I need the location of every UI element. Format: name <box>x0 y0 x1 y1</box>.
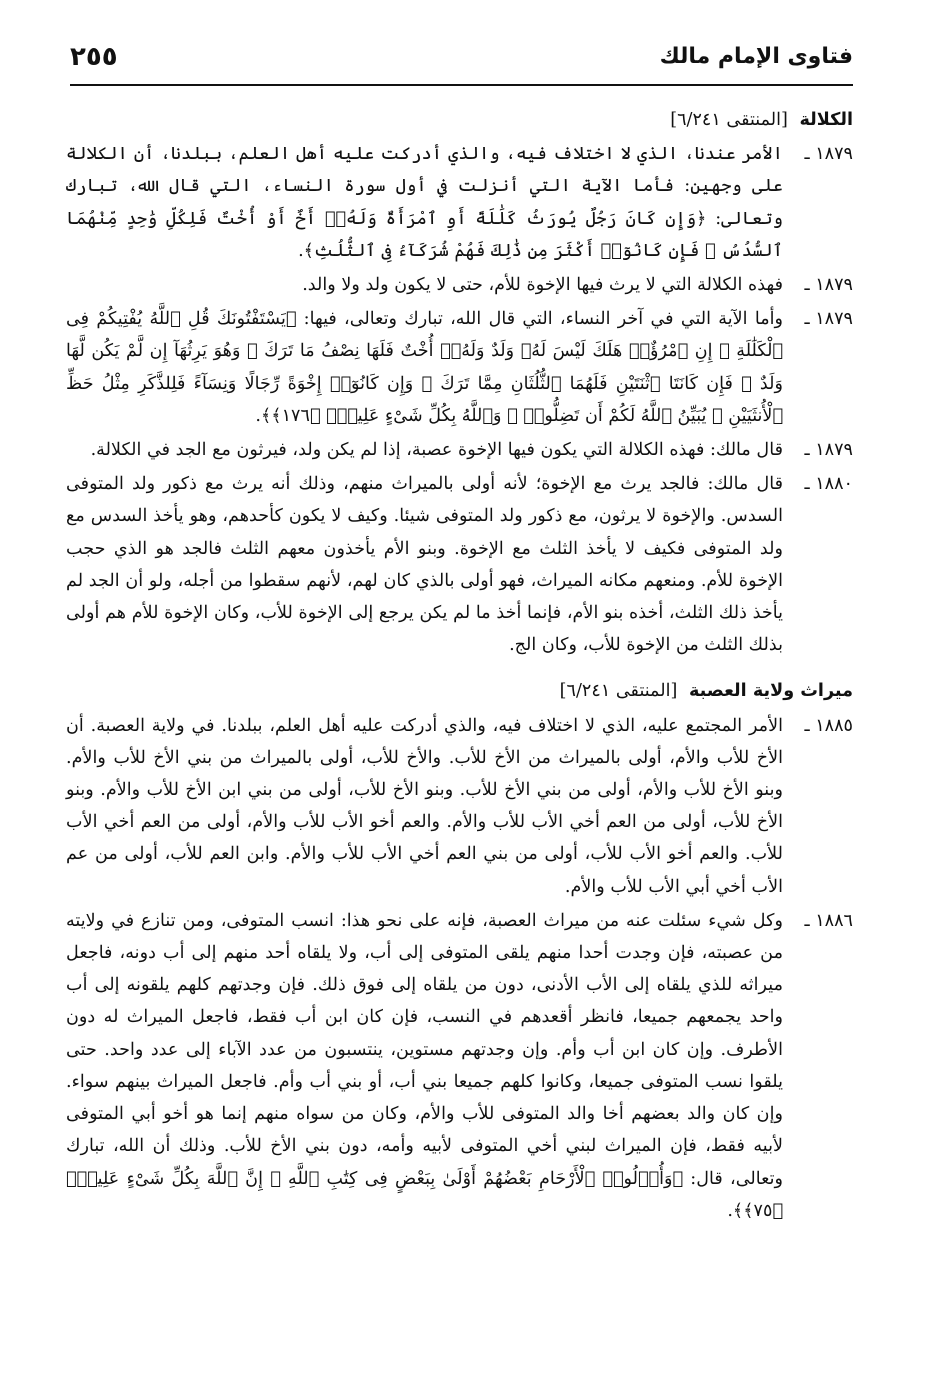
entry-paragraph <box>66 434 853 466</box>
book-title: فتاوى الإمام مالك <box>659 44 853 69</box>
entry-number: ١٨٧٩ ـ <box>804 144 853 165</box>
section-spacer <box>66 663 853 675</box>
section-reference: [المنتقى ٦/٢٤١] <box>559 681 678 702</box>
section-reference: [المنتقى ٦/٢٤١] <box>670 110 788 130</box>
entry-number: ١٨٨٦ ـ <box>804 910 853 931</box>
section-title-kalala <box>66 104 853 136</box>
entry-paragraph <box>66 138 853 267</box>
section-title-inheritance <box>66 675 853 707</box>
section-title-text: ميراث ولاية العصبة <box>688 681 853 702</box>
entry-number: ١٨٧٩ ـ <box>804 309 853 330</box>
entry-text: وأما الآية التي في آخر النساء، التي قال الله، تبارك وتعالى، فيها: ﴿يَسْتَفْتُونَكَ قُلِ ٱللَّهُ يُفْتِيكُمْ فِى ٱلْكَلَٰلَةِ ۚ إِنِ ٱمْرُؤٌا۟ هَلَكَ لَيْسَ لَهُۥ وَلَدٌ وَلَهُۥٓ أُخْتٌ فَلَهَا نِصْفُ مَا تَرَكَ ۚ وَهُوَ يَرِثُهَآ إِن لَّمْ يَكُن لَّهَا وَلَدٌ ۚ فَإِن كَانَتَا ٱثْنَتَيْنِ فَلَهُمَا ٱلثُّلُثَانِ مِمَّا تَرَكَ ۚ وَإِن كَانُوٓا۟ إِخْوَةً رِّجَالًا وَنِسَآءً فَلِلذَّكَرِ مِثْلُ حَظِّ ٱلْأُنثَيَيْنِ ۗ يُبَيِّنُ ٱللَّهُ لَكُمْ أَن تَضِلُّوا۟ ۗ وَٱللَّهُ بِكُلِّ شَىْءٍ عَلِيمٌۢ ﴿١٧٦﴾﴾. <box>66 309 783 426</box>
section-title-text: الكلالة <box>799 110 853 130</box>
page-content <box>66 104 853 1229</box>
page-number: ٢٥٥ <box>70 42 118 72</box>
entry-text: وكل شيء سئلت عنه من ميراث العصبة، فإنه على نحو هذا: انسب المتوفى، ومن تنازع في ولايته من عصبته، فإن وجدت أحدا منهم يلقى المتوفى إلى أب، ولا يلقاه أحد منهم إلى أب دونه، فاجعل ميراثه للذي يلقاه إلى الأب الأدنى، دون من يلقاه إلى فوق ذلك. فإن وجدتهم كلهم يلقونه إلى أب واحد يجمعهم جميعا، فانظر أقعدهم في النسب، فإن كان ابن أب فقط، فاجعل الميراث له دون الأطرف. وإن كان ابن أب وأم. وإن وجدتهم مستوين، ينتسبون من عدد الآباء إلى عدد واحد. حتى يلقوا نسب المتوفى جميعا، وكانوا كلهم جميعا بني أب، أو بني أب وأم. فاجعل الميراث بينهم سواء. وإن كان والد بعضهم أخا والد المتوفى للأب والأم، وكان من سواه منهم إنما هو أخو أبي المتوفى لأبيه فقط، فإن الميراث لبني أخي المتوفى لأبيه وأمه، دون بني الأخ للأب. وذلك أن الله، تبارك وتعالى، قال: ﴿وَأُو۟لُوا۟ ٱلْأَرْحَامِ بَعْضُهُمْ أَوْلَىٰ بِبَعْضٍ فِى كِتَٰبِ ٱللَّهِ ۗ إِنَّ ٱللَّهَ بِكُلِّ شَىْءٍ عَلِيمٌۢ ﴿٧٥﴾﴾. <box>66 910 783 1221</box>
entry-text: الأمر عندنا، الذي لا اختلاف فيه، والذي أدركت عليه أهل العلم، ببلدنا، أن الكلالة على وجهين: فأما الآية التي أنزلت في أول سورة النساء، التي قال الله، تبارك وتعالى: ﴿وَإِن كَانَ رَجُلٌ يُورَثُ كَلَٰلَةً أَوِ ٱمْرَأَةٌ وَلَهُۥٓ أَخٌ أَوْ أُخْتٌ فَلِكُلِّ وَٰحِدٍ مِّنْهُمَا ٱلسُّدُسُ ۚ فَإِن كَانُوٓا۟ أَكْثَرَ مِن ذَٰلِكَ فَهُمْ شُرَكَآءُ فِى ٱلثُّلُثِ﴾. <box>66 144 783 261</box>
entry-number: ١٨٧٩ ـ <box>804 275 853 296</box>
entry-paragraph <box>66 269 853 301</box>
entry-text: الأمر المجتمع عليه، الذي لا اختلاف فيه، والذي أدركت عليه أهل العلم، ببلدنا. في ولاية العصبة. أن الأخ للأب والأم، أولى بالميراث من الأخ للأب. والأخ للأب، أولى بالميراث من بني الأخ للأب والأم. وبنو الأخ للأب والأم، أولى من بني الأخ للأب. وبنو الأخ للأب، أولى من بني ابن الأخ للأب والأم. وبنو الأخ للأب، أولى من العم أخي الأب للأب والأم. والعم أخو الأب للأب والأم، أولى من العم أخي الأب للأب. والعم أخو الأب للأب، أولى من بني العم أخي الأب للأب والأم. وابن العم للأب، أولى من عم الأب أخي أبي الأب للأب والأم. <box>66 715 783 897</box>
entry-paragraph <box>66 468 853 661</box>
page-header <box>70 38 853 86</box>
entry-paragraph <box>66 303 853 432</box>
entry-paragraph <box>66 710 853 903</box>
entry-paragraph <box>66 905 853 1227</box>
entry-text: فهذه الكلالة التي لا يرث فيها الإخوة للأم، حتى لا يكون ولد ولا والد. <box>302 275 783 296</box>
entry-text: قال مالك: فهذه الكلالة التي يكون فيها الإخوة عصبة، إذا لم يكن ولد، فيرثون مع الجد في الكلالة. <box>90 440 783 461</box>
entry-number: ١٨٨٠ ـ <box>804 474 853 495</box>
entry-number: ١٨٧٩ ـ <box>804 440 853 461</box>
entry-text: قال مالك: فالجد يرث مع الإخوة؛ لأنه أولى بالميراث منهم، وذلك أنه يرث مع ذكور ولد المتوفى السدس. والإخوة لا يرثون، مع ذكور ولد المتوفى شيئا. وكيف لا يكون كأحدهم، وهو يأخذ السدس مع ولد المتوفى فكيف لا يأخذ الثلث مع الإخوة. وبنو الأم يأخذون معهم الثلث فالجد هو الذي حجب الإخوة للأم. ومنعهم مكانه الميراث، فهو أولى بالذي كان لهم، لأنهم سقطوا من أجله، ولو أن الجد لم يأخذ ذلك الثلث، أخذه بنو الأم، فإنما أخذ ما لم يكن يرجع إلى الإخوة للأب، وكان الإخوة للأم هم أولى بذلك الثلث من الإخوة للأب، وكان الج. <box>66 474 783 656</box>
entry-number: ١٨٨٥ ـ <box>804 715 853 736</box>
